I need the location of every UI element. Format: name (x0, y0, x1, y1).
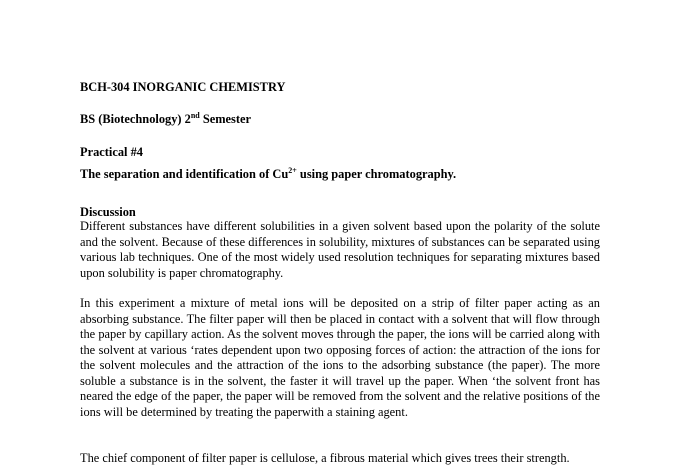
discussion-heading: Discussion (80, 205, 136, 219)
practical-title: The separation and identification of $Cu^{2+}$ using paper chromatography. (80, 165, 457, 181)
course-title: BCH-304 INORGANIC CHEMISTRY (80, 80, 286, 94)
program-line: BS (Biotechnology) 2nd Semester (80, 110, 252, 126)
paragraph-3: The chief component of filter paper is cellulose, a fibrous material which gives trees their strength. (80, 451, 570, 465)
practical-number: Practical #4 (80, 145, 143, 159)
paragraph-2: In this experiment a mixture of metal ions will be deposited on a strip of filter paper acting as an absorbing substance. The filter paper will then be placed in contact with a solvent that will flow through the paper by capillary action. As the solvent moves through the paper, the ions will be carried along with the solvent at various ‘rates dependent upon two opposing forces of action: the attraction of the ions for the solvent molecules and the attraction of the ions to the adsorbing substance (the paper). The more soluble a substance is in the solvent, the faster it will travel up the paper. When ‘the solvent front has neared the edge of the paper, the paper will be removed from the solvent and the relative positions of the ions will be determined by treating the paperwith a staining agent. (80, 296, 600, 419)
paragraph-1: Different substances have different solubilities in a given solvent based upon the polarity of the solute and the solvent. Because of these differences in solubility, mixtures of substances can be separated using various lab techniques. One of the most widely used resolution techniques for separating mixtures based upon solubility is paper chromatography. (80, 219, 600, 280)
